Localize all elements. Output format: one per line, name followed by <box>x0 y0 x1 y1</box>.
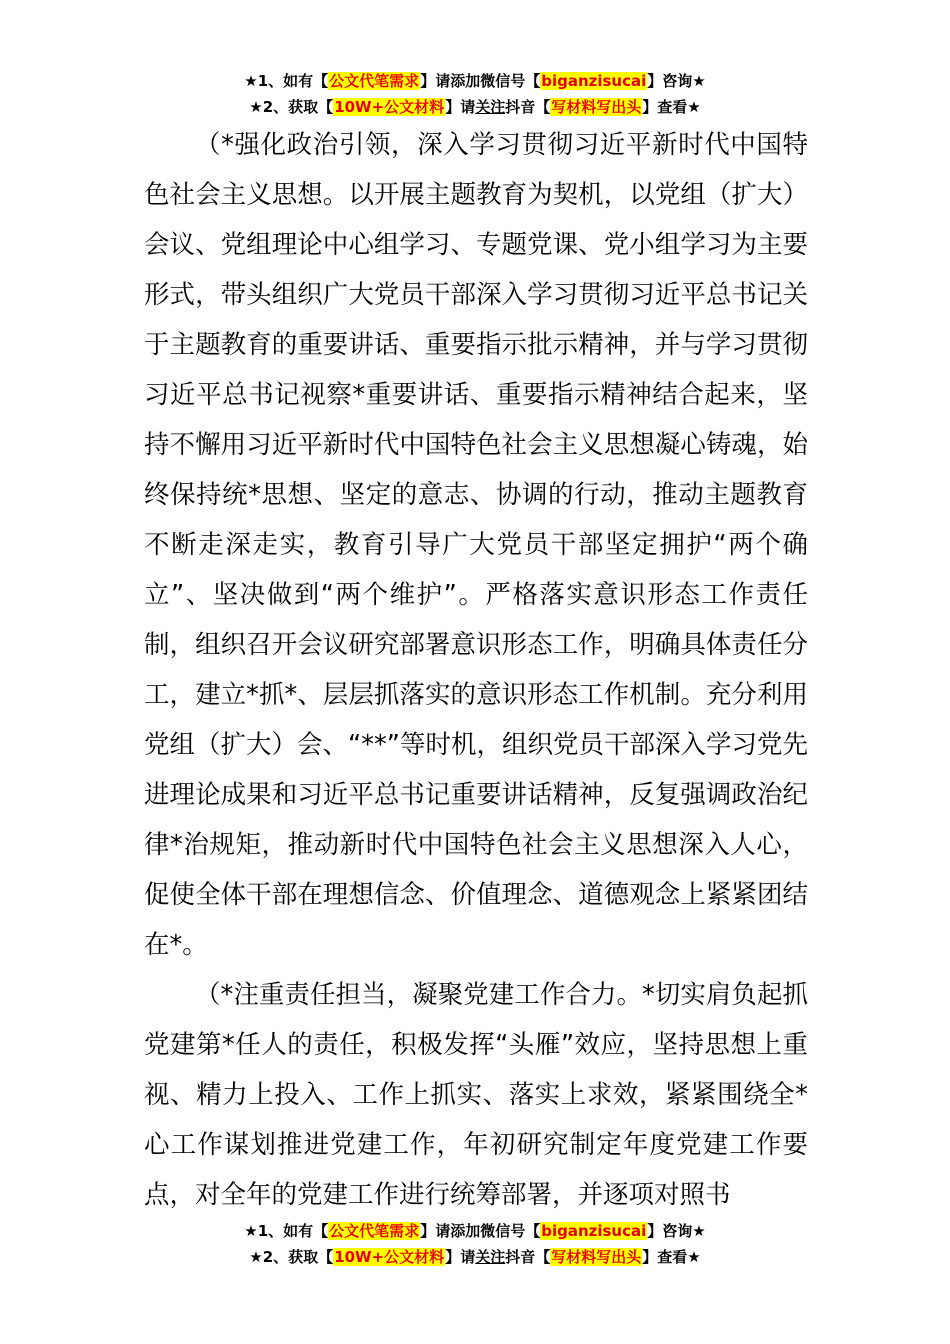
document-body <box>144 120 808 1220</box>
promo-text: ★2、获取【 <box>249 98 334 116</box>
promo-wechat-id: biganzisucai <box>541 1222 647 1240</box>
promo-text: ★2、获取【 <box>249 1248 334 1266</box>
promo-banner-top <box>0 68 950 120</box>
promo-line-1 <box>0 1218 950 1244</box>
promo-line-1 <box>0 68 950 94</box>
promo-underlined: 关注 <box>475 1248 506 1266</box>
promo-text: 】请 <box>445 1248 476 1266</box>
promo-text: 】请 <box>445 98 476 116</box>
promo-text: ★1、如有【 <box>244 72 329 90</box>
promo-highlight: 10W+公文材料 <box>334 98 445 116</box>
promo-text: 】查看★ <box>642 98 701 116</box>
promo-text: 】咨询★ <box>647 72 706 90</box>
paragraph-1: （*强化政治引领，深入学习贯彻习近平新时代中国特色社会主义思想。以开展主题教育为契机，以党组（扩大）会议、党组理论中心组学习、专题党课、党小组学习为主要形式，带头组织广大党员干部深入学习贯彻习近平总书记关于主题教育的重要讲话、重要指示批示精神，并与学习贯彻习近平总书记视察*重要讲话、重要指示精神结合起来，坚持不懈用习近平新时代中国特色社会主义思想凝心铸魂，始终保持统*思想、坚定的意志、协调的行动，推动主题教育不断走深走实，教育引导广大党员干部坚定拥护“两个确立”、坚决做到“两个维护”。严格落实意识形态工作责任制，组织召开会议研究部署意识形态工作，明确具体责任分工，建立*抓*、层层抓落实的意识形态工作机制。充分利用党组（扩大）会、“**”等时机，组织党员干部深入学习党先进理论成果和习近平总书记重要讲话精神，反复强调政治纪律*治规矩，推动新时代中国特色社会主义思想深入人心，促使全体干部在理想信念、价值理念、道德观念上紧紧团结在*。 <box>144 130 808 960</box>
promo-line-2 <box>0 94 950 120</box>
promo-highlight: 10W+公文材料 <box>334 1248 445 1266</box>
promo-line-2 <box>0 1244 950 1270</box>
paragraph-2: （*注重责任担当，凝聚党建工作合力。*切实肩负起抓党建第*任人的责任，积极发挥“头雁”效应，坚持思想上重视、精力上投入、工作上抓实、落实上求效，紧紧围绕全*心工作谋划推进党建工作，年初研究制定年度党建工作要点，对全年的党建工作进行统筹部署，并逐项对照书 <box>144 980 808 1210</box>
promo-highlight: 公文代笔需求 <box>329 1222 420 1240</box>
promo-text: 】请添加微信号【 <box>420 72 541 90</box>
promo-highlight: 公文代笔需求 <box>329 72 420 90</box>
promo-highlight: 写材料写出头 <box>551 1248 642 1266</box>
promo-highlight: 写材料写出头 <box>551 98 642 116</box>
promo-banner-bottom <box>0 1218 950 1270</box>
promo-wechat-id: biganzisucai <box>541 72 647 90</box>
promo-text: 】咨询★ <box>647 1222 706 1240</box>
promo-text: ★1、如有【 <box>244 1222 329 1240</box>
promo-text: 抖音【 <box>505 1248 551 1266</box>
promo-underlined: 关注 <box>475 98 506 116</box>
promo-text: 】请添加微信号【 <box>420 1222 541 1240</box>
promo-text: 抖音【 <box>505 98 551 116</box>
promo-text: 】查看★ <box>642 1248 701 1266</box>
